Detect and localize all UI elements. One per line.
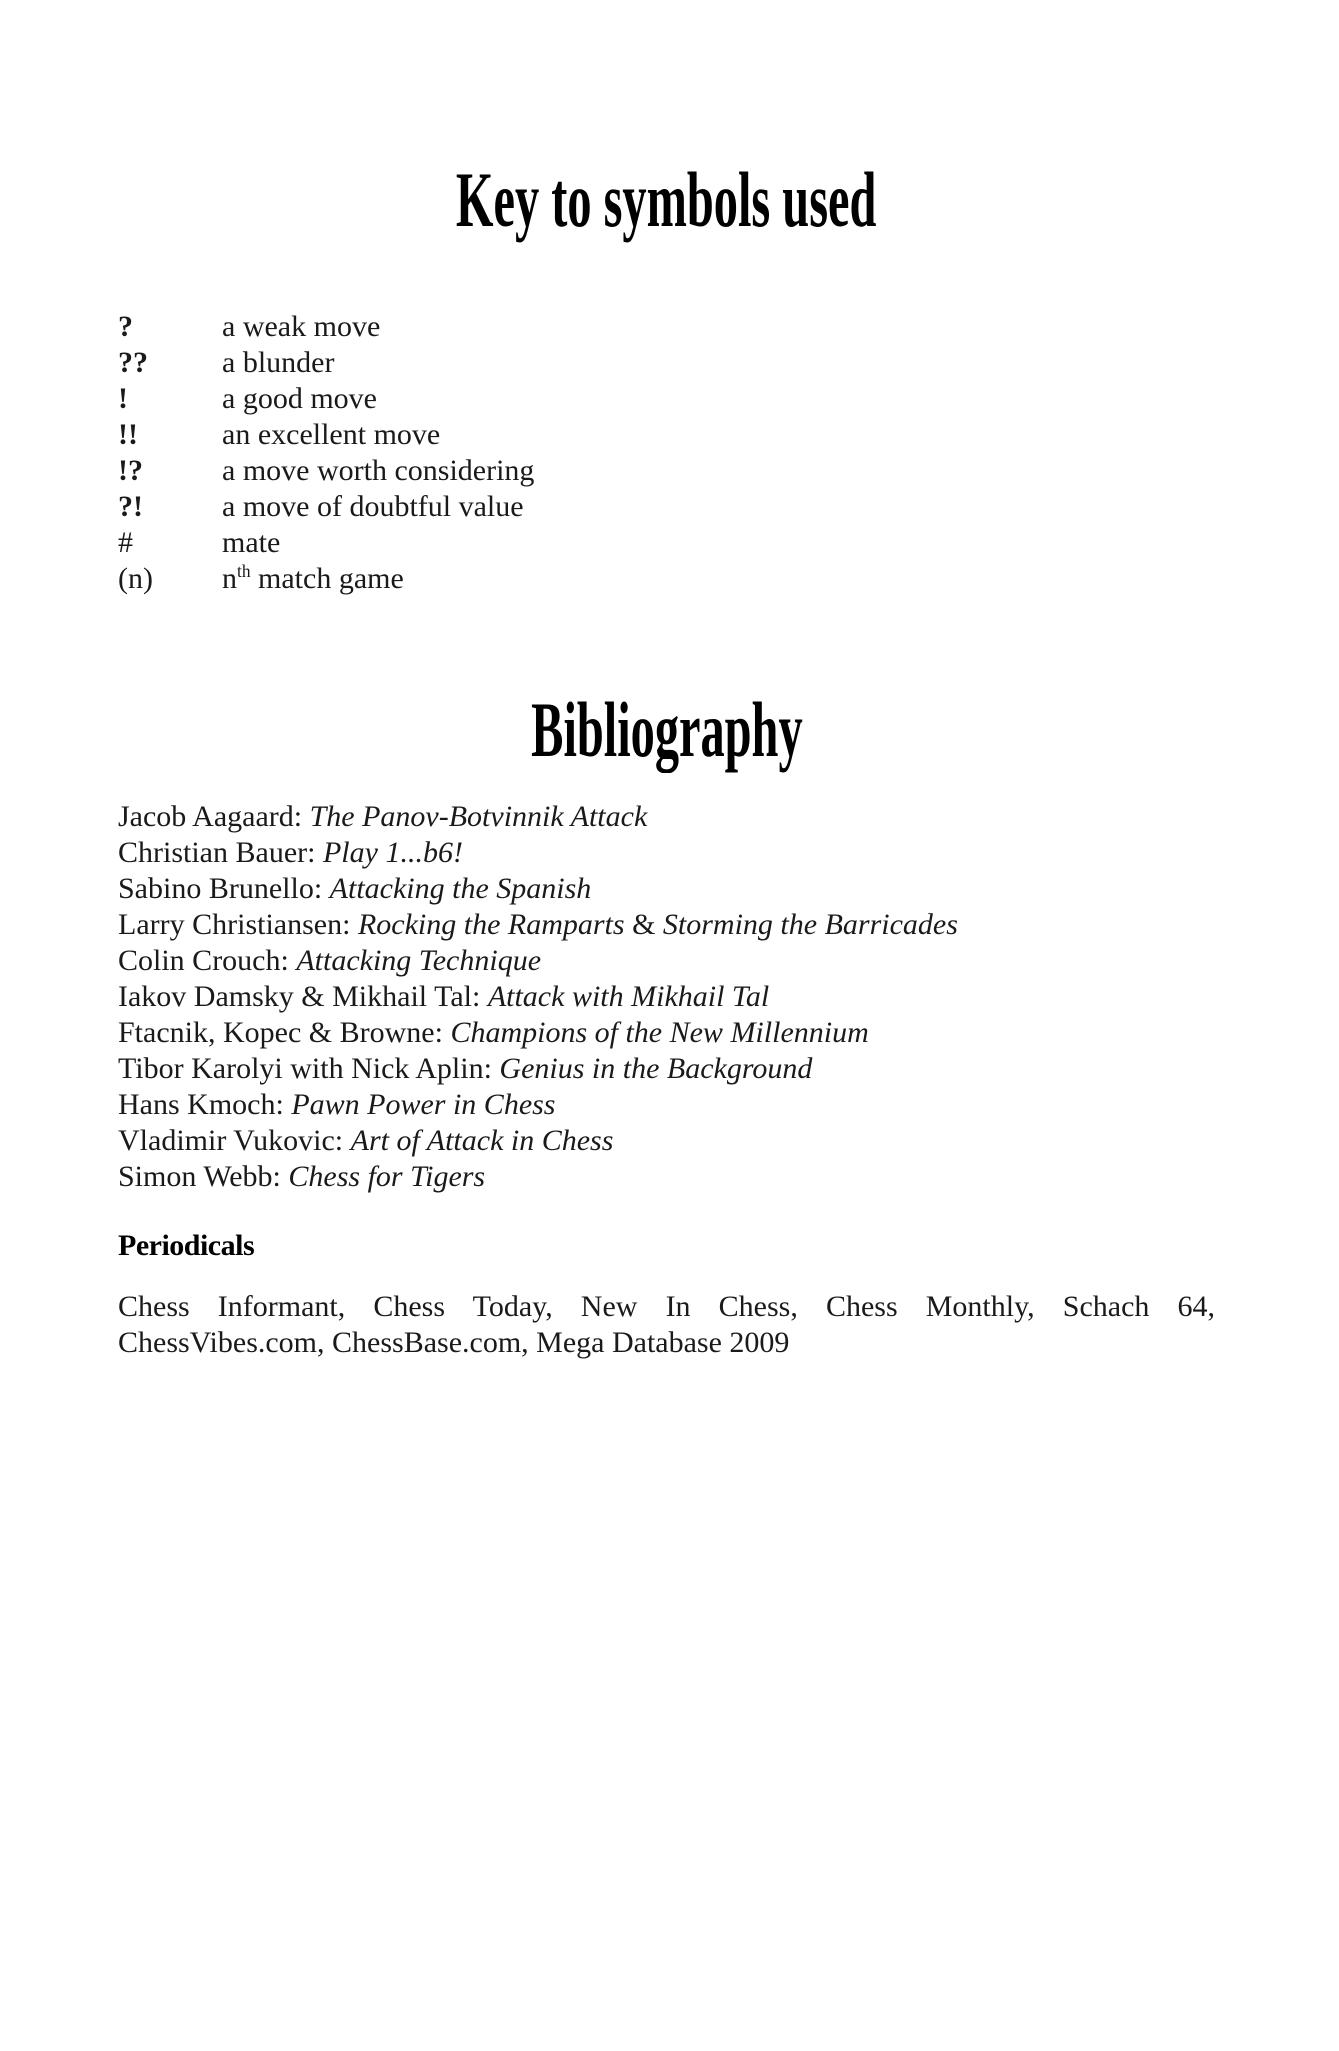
- entry-author: Jacob Aagaard:: [118, 800, 303, 833]
- bibliography-entry: [118, 871, 1215, 907]
- symbol-row: [118, 417, 1215, 453]
- entry-author: Iakov Damsky & Mikhail Tal:: [118, 980, 481, 1013]
- symbol-description-text: a move of doubtful value: [222, 490, 524, 523]
- entry-author: Colin Crouch:: [118, 944, 289, 977]
- entry-book-title: Rocking the Ramparts: [357, 908, 625, 941]
- bibliography-title: [118, 686, 1215, 773]
- symbol-description-text: a blunder: [222, 346, 335, 379]
- symbol-glyph: #: [118, 526, 133, 559]
- entry-separator: &: [632, 908, 656, 941]
- symbol-description-text: an excellent move: [222, 418, 441, 451]
- entry-author: Sabino Brunello:: [118, 872, 323, 905]
- bibliography-entry: [118, 1159, 1215, 1195]
- bibliography-entry: [118, 835, 1215, 871]
- symbol-description: [222, 381, 1215, 417]
- bibliography-entry: [118, 1123, 1215, 1159]
- symbol-key-list: [118, 309, 1215, 597]
- bibliography-entry: [118, 907, 1215, 943]
- symbol-glyph: ?!: [118, 490, 143, 523]
- symbol-description-text: mate: [222, 526, 281, 559]
- symbol-description-text: a move worth considering: [222, 454, 535, 487]
- bibliography-entry: [118, 943, 1215, 979]
- entry-book-title: Pawn Power in Chess: [291, 1088, 556, 1121]
- symbol-description-rest: match game: [258, 562, 404, 595]
- symbol-description: [222, 561, 1215, 597]
- symbol-glyph: (n): [118, 562, 153, 595]
- entry-author: Tibor Karolyi with Nick Aplin:: [118, 1052, 492, 1085]
- bibliography-title-text: Bibliography: [530, 686, 803, 773]
- symbol-glyph: !!: [118, 418, 138, 451]
- symbol-description: [222, 525, 1215, 561]
- entry-second-book-title: Storming the Barricades: [662, 908, 958, 941]
- symbol-description: [222, 489, 1215, 525]
- bibliography-entry: [118, 979, 1215, 1015]
- text-column: [118, 156, 1215, 1361]
- symbol-row: [118, 525, 1215, 561]
- symbol-description: [222, 345, 1215, 381]
- periodicals-heading: Periodicals: [118, 1229, 255, 1262]
- entry-book-title: Attacking Technique: [296, 944, 542, 977]
- entry-book-title: Genius in the Background: [499, 1052, 813, 1085]
- entry-author: Vladimir Vukovic:: [118, 1124, 344, 1157]
- symbol-row: [118, 381, 1215, 417]
- bibliography-entry: [118, 1087, 1215, 1123]
- symbol-glyph: ??: [118, 346, 148, 379]
- key-section-title: [118, 156, 1215, 243]
- symbol-description-superscript: th: [237, 561, 251, 581]
- symbol-description-text: n: [222, 562, 237, 595]
- entry-book-title: Chess for Tigers: [288, 1160, 486, 1193]
- symbol-glyph: !: [118, 382, 128, 415]
- symbol-description-text: a weak move: [222, 310, 381, 343]
- entry-book-title: Attacking the Spanish: [329, 872, 592, 905]
- bibliography-entry: [118, 1051, 1215, 1087]
- entry-author: Ftacnik, Kopec & Browne:: [118, 1016, 443, 1049]
- bibliography-list: [118, 799, 1215, 1195]
- entry-book-title: The Panov-Botvinnik Attack: [309, 800, 648, 833]
- entry-book-title: Champions of the New Millennium: [450, 1016, 869, 1049]
- entry-author: Hans Kmoch:: [118, 1088, 284, 1121]
- symbol-description-text: a good move: [222, 382, 377, 415]
- symbol-description: [222, 417, 1215, 453]
- entry-author: Christian Bauer:: [118, 836, 316, 869]
- bibliography-entry: [118, 1015, 1215, 1051]
- periodicals-paragraph: Chess Informant, Chess Today, New In Chess, Chess Monthly, Schach 64, ChessVibes.com, ChessBase.com, Mega Database 2009: [118, 1290, 1215, 1359]
- symbol-row: [118, 453, 1215, 489]
- symbol-row: [118, 309, 1215, 345]
- symbol-glyph: !?: [118, 454, 143, 487]
- bibliography-entry: [118, 799, 1215, 835]
- entry-book-title: Art of Attack in Chess: [350, 1124, 614, 1157]
- book-page: [0, 156, 1339, 2051]
- entry-book-title: Play 1...b6!: [322, 836, 463, 869]
- entry-book-title: Attack with Mikhail Tal: [487, 980, 770, 1013]
- symbol-row: [118, 345, 1215, 381]
- key-section-title-text: Key to symbols used: [456, 156, 877, 243]
- entry-author: Simon Webb:: [118, 1160, 281, 1193]
- symbol-description: [222, 309, 1215, 345]
- entry-author: Larry Christiansen:: [118, 908, 351, 941]
- symbol-description: [222, 453, 1215, 489]
- symbol-row: [118, 561, 1215, 597]
- symbol-glyph: ?: [118, 310, 133, 343]
- symbol-row: [118, 489, 1215, 525]
